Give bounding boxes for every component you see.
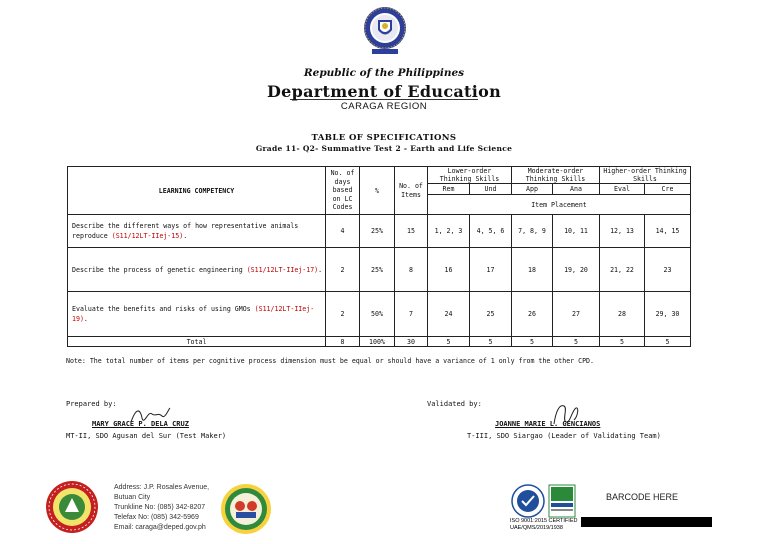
competency-text: Evaluate the benefits and risks of using GMOs bbox=[72, 305, 251, 313]
header-higher-order: Higher-order Thinking Skills bbox=[600, 167, 691, 184]
table-row bbox=[68, 215, 691, 248]
document-subtitle: Grade 11- Q2- Summative Test 2 - Earth and Life Science bbox=[255, 144, 513, 153]
cre-cell: 14, 15 bbox=[645, 215, 691, 248]
header-lower-order: Lower-order Thinking Skills bbox=[428, 167, 512, 184]
total-eval: 5 bbox=[600, 337, 645, 347]
percent-cell: 25% bbox=[360, 215, 395, 248]
items-cell: 15 bbox=[395, 215, 428, 248]
total-row bbox=[68, 337, 691, 347]
total-cre: 5 bbox=[645, 337, 691, 347]
department-heading: Department of Education bbox=[266, 82, 502, 101]
total-rem: 5 bbox=[428, 337, 470, 347]
tos-table bbox=[67, 166, 691, 347]
days-cell: 2 bbox=[326, 248, 360, 292]
header-ana: Ana bbox=[553, 184, 600, 195]
total-items: 30 bbox=[395, 337, 428, 347]
address-line: Butuan City bbox=[114, 494, 151, 501]
header-days: No. of days based on LC Codes bbox=[326, 167, 360, 215]
header-items: No. of Items bbox=[395, 167, 428, 215]
und-cell: 17 bbox=[470, 248, 512, 292]
iso-certificate-text bbox=[510, 518, 577, 532]
competency-cell: Evaluate the benefits and risks of using GMOs (S11/12LT-IIej-19). bbox=[68, 292, 326, 337]
ana-cell: 19, 20 bbox=[553, 248, 600, 292]
total-ana: 5 bbox=[553, 337, 600, 347]
competency-cell: Describe the process of genetic engineering (S11/12LT-IIej-17). bbox=[68, 248, 326, 292]
barcode-label: BARCODE HERE bbox=[606, 492, 679, 502]
eval-cell: 21, 22 bbox=[600, 248, 645, 292]
header-item-placement: Item Placement bbox=[428, 195, 691, 215]
percent-cell: 50% bbox=[360, 292, 395, 337]
lc-code: (S11/12LT-IIej-19) bbox=[72, 305, 315, 323]
und-cell: 4, 5, 6 bbox=[470, 215, 512, 248]
table-row bbox=[68, 292, 691, 337]
items-cell: 7 bbox=[395, 292, 428, 337]
header-learning-competency: LEARNING COMPETENCY bbox=[68, 167, 326, 215]
eval-cell: 28 bbox=[600, 292, 645, 337]
address-line: Telefax No: (085) 342-5969 bbox=[114, 514, 199, 521]
header-app: App bbox=[512, 184, 553, 195]
prepared-by-label: Prepared by: bbox=[66, 400, 117, 408]
region-heading: CARAGA REGION bbox=[340, 101, 428, 112]
lc-code: (S11/12LT-IIej-17) bbox=[246, 265, 319, 274]
prepared-by-name: MARY GRACE P. DELA CRUZ bbox=[92, 420, 189, 428]
header-und: Und bbox=[470, 184, 512, 195]
cre-cell: 23 bbox=[645, 248, 691, 292]
app-cell: 26 bbox=[512, 292, 553, 337]
eval-cell: 12, 13 bbox=[600, 215, 645, 248]
competency-text: Describe the process of genetic engineering bbox=[72, 265, 243, 274]
address-line: Address: J.P. Rosales Avenue, bbox=[114, 484, 210, 491]
total-percent: 100% bbox=[360, 337, 395, 347]
rem-cell: 1, 2, 3 bbox=[428, 215, 470, 248]
header-cre: Cre bbox=[645, 184, 691, 195]
app-cell: 18 bbox=[512, 248, 553, 292]
barcode bbox=[581, 517, 712, 527]
cre-cell: 29, 30 bbox=[645, 292, 691, 337]
items-cell: 8 bbox=[395, 248, 428, 292]
total-days: 8 bbox=[326, 337, 360, 347]
header-eval: Eval bbox=[600, 184, 645, 195]
ias-accreditation-icon bbox=[548, 484, 576, 518]
republic-heading: Republic of the Philippines bbox=[303, 67, 465, 79]
total-app: 5 bbox=[512, 337, 553, 347]
division-logo-icon bbox=[45, 480, 99, 534]
competency-cell: Describe the different ways of how representative animals reproduce (S11/12LT-IIej-15). bbox=[68, 215, 326, 248]
total-label: Total bbox=[68, 337, 326, 347]
document-title: TABLE OF SPECIFICATIONS bbox=[311, 133, 457, 143]
und-cell: 25 bbox=[470, 292, 512, 337]
header-percent: % bbox=[360, 167, 395, 215]
footer-address bbox=[114, 483, 209, 533]
percent-cell: 25% bbox=[360, 248, 395, 292]
validated-by-name: JOANNE MARIE L. GENCIANOS bbox=[495, 420, 601, 428]
validated-by-label: Validated by: bbox=[427, 400, 482, 408]
prepared-by-role: MT-II, SDO Agusan del Sur (Test Maker) bbox=[66, 432, 227, 440]
iso-certification-icon bbox=[511, 484, 545, 518]
days-cell: 2 bbox=[326, 292, 360, 337]
header-rem: Rem bbox=[428, 184, 470, 195]
app-cell: 7, 8, 9 bbox=[512, 215, 553, 248]
validated-by-role: T-III, SDO Siargao (Leader of Validating Team) bbox=[467, 432, 661, 440]
school-logo-icon bbox=[219, 482, 273, 536]
header-moderate-order: Moderate-order Thinking Skills bbox=[512, 167, 600, 184]
address-line: Trunkline No: (085) 342-8207 bbox=[114, 504, 206, 511]
iso-cert-label: ISO 9001:2015 CERTIFIED bbox=[510, 518, 578, 524]
ana-cell: 10, 11 bbox=[553, 215, 600, 248]
address-line: Email: caraga@deped.gov.ph bbox=[114, 524, 206, 531]
lc-code: (S11/12LT-IIej-15) bbox=[111, 232, 184, 240]
table-row bbox=[68, 248, 691, 292]
days-cell: 4 bbox=[326, 215, 360, 248]
rem-cell: 16 bbox=[428, 248, 470, 292]
competency-text: Describe the different ways of how representative animals reproduce bbox=[72, 222, 299, 240]
total-und: 5 bbox=[470, 337, 512, 347]
table-note: Note: The total number of items per cognitive process dimension must be equal or should have a variance of 1 only from the other CPD. bbox=[66, 357, 594, 365]
iso-cert-number: UAE/QMS/2019/1938 bbox=[510, 525, 563, 531]
deped-seal-icon bbox=[363, 6, 407, 62]
rem-cell: 24 bbox=[428, 292, 470, 337]
ana-cell: 27 bbox=[553, 292, 600, 337]
